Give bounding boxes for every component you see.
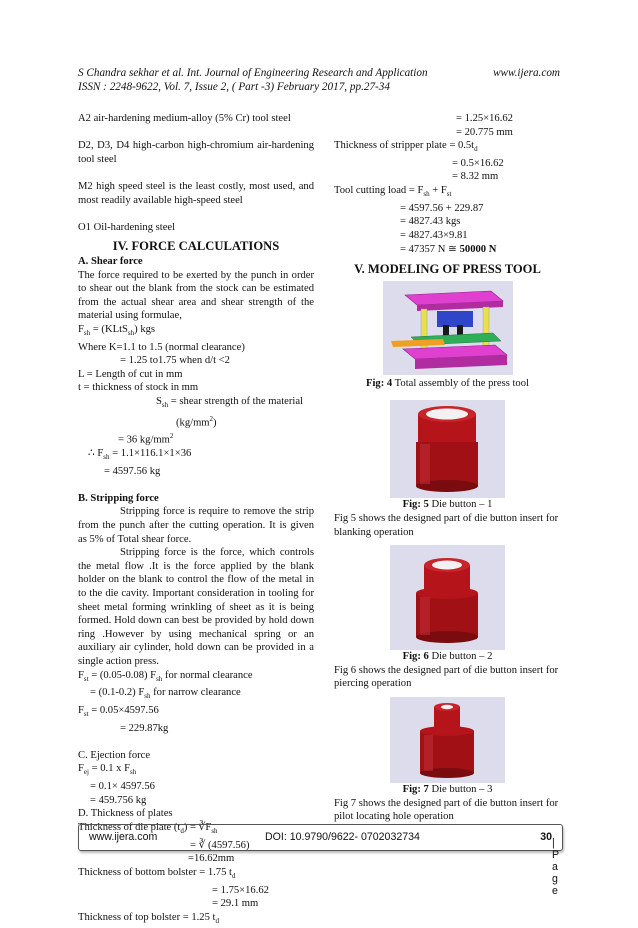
top-bolster-calc: = 1.25×16.62 [456, 113, 513, 124]
press-tool-assembly-image [383, 281, 513, 375]
stripper-plate-calc: = 0.5×16.62 [452, 157, 504, 169]
die-button-2-drawing [390, 545, 505, 650]
header-citation: S Chandra sekhar et al. Int. Journal of Engineering Research and Application [78, 67, 428, 79]
k-definition-2: = 1.25 to1.75 when d/t <2 [120, 355, 230, 367]
die-button-3-image [390, 697, 505, 783]
fst-formula-3: $F_{st} = 0.05\times 4597.56$ [78, 704, 159, 719]
stripping-force-heading: B. Stripping force [78, 492, 159, 504]
fej-formula-2: = 0.1× 4597.56 [90, 781, 155, 793]
footer-doi: DOI: 10.9790/9622- 0702032734 [265, 831, 420, 843]
fig7-caption: Fig: 7 Die button – 3 [402, 783, 493, 795]
fig6-caption: Fig: 6 Die button – 2 [402, 651, 493, 663]
die-plate-formula: Thickness of die plate $(t_d)$ = $∛F_{sh}$ [78, 821, 218, 836]
bottom-bolster-result: = 29.1 mm [212, 898, 259, 910]
f-result: = 4597.56 kg [104, 465, 161, 477]
section-v-heading: V. MODELING OF PRESS TOOL [354, 262, 541, 277]
fig7-description: Fig 7 shows the designed part of die button insert for pilot locating hole operation [334, 797, 559, 823]
tool-load-2: = 4827.43 kgs [400, 216, 461, 228]
bottom-bolster-formula: Thickness of bottom bolster = 1.75 $t_d$ [78, 866, 236, 880]
fst-formula-1: $F_{st} = (0.05-0.08)$ $F_{sh}$ for normal clearance [78, 669, 253, 683]
fig6-description: Fig 6 shows the designed part of die button insert for piercing operation [334, 664, 559, 690]
stripping-text-1: Stripping force is require to remove the strip from the punch after the cutting operation. It is given as 5% of Total shear force. [78, 506, 314, 545]
fst-formula-2: = (0.1-0.2) $F_{sh}$ for narrow clearance [90, 687, 241, 701]
footer-website[interactable]: www.ijera.com [89, 831, 158, 843]
ejection-force-heading: C. Ejection force [78, 749, 151, 761]
die-button-1-drawing [390, 400, 505, 498]
header-issn: ISSN : 2248-9622, Vol. 7, Issue 2, ( Part -3) February 2017, pp.27-34 [78, 81, 390, 93]
die-button-2-image [390, 545, 505, 650]
right-column [334, 112, 561, 824]
tool-load-3: = 4827.43×9.81 [400, 229, 468, 241]
stripper-plate-result: = 8.32 mm [452, 171, 499, 183]
die-plate-result: =16.62mm [188, 853, 235, 865]
top-bolster-result: = 20.775 mm [456, 126, 513, 138]
fej-formula-1: $F_{ej} = 0.1$ x $F_{sh}$ [78, 763, 137, 777]
top-bolster-formula: Thickness of top bolster = 1.25 $t_d$ [78, 911, 219, 925]
o1-steel: O1 Oil-hardening steel [78, 221, 176, 233]
bottom-bolster-calc: = 1.75×16.62 [212, 884, 269, 896]
shear-force-heading: A. Shear force [78, 255, 143, 267]
left-column [78, 112, 314, 928]
s-definition: $S_{sh}$ = shear strength of the material [156, 395, 303, 410]
tool-load-1: = 4597.56 + 229.87 [400, 202, 484, 214]
tool-load-formula: Tool cutting load = $F_{sh} + F_{st}$ [334, 185, 452, 199]
die-plate-calc: = ∛ (4597.56) [190, 839, 250, 851]
footer-page-number: 30 | P a g e [540, 831, 559, 897]
fej-formula-3: = 459.756 kg [90, 794, 147, 806]
k-definition: Where K=1.1 to 1.5 (normal clearance) [78, 341, 245, 353]
fst-formula-4: = 229.87kg [120, 722, 169, 734]
l-definition: L = Length of cut in mm [78, 368, 183, 380]
fig5-caption: Fig: 5 Die button – 1 [402, 499, 493, 511]
stripper-plate-formula: Thickness of stripper plate = $0.5t_d$ [334, 140, 478, 154]
stripping-text-2: Stripping force is the force, which controls the metal flow .It is the force applied by the blank holder on the blank to control the flow of the metal in to the die cavity. Important consideration in tooling for sheet metal forming wrinkling of sheet as it is being formed. Hold down can best be provided by hold down ring .However by using mechanical spring or an auxiliary air cylinder, hold down can be provided in a single action press. [78, 547, 314, 667]
press-tool-drawing [383, 281, 513, 375]
tool-load-4: = 47357 N ≅ 50000 N [400, 243, 497, 255]
shear-force-text: The force required to be exerted by the punch in order to shear out the blank from the stock can be estimated from the actual shear area and shear strength of the material using formulae, [78, 269, 314, 322]
fig4-caption: Fig: 4 Total assembly of the press tool [366, 377, 529, 389]
t-definition: t = thickness of stock in mm [78, 382, 199, 394]
s-unit: $(kg/mm^2)$ [176, 414, 217, 429]
m2-steel: M2 high speed steel is the least costly, most used, and most readily available high-speed steel [78, 180, 314, 206]
a2-steel: A2 air-hardening medium-alloy (5% Cr) tool steel [78, 113, 291, 124]
shear-formula: $F_{sh}$ = (KLtS$_{sh}$) kgs [78, 323, 156, 338]
die-button-1-image [390, 400, 505, 498]
section-iv-heading: IV. FORCE CALCULATIONS [112, 239, 280, 254]
running-header [78, 66, 560, 94]
f-calc: ∴ $F_{sh} = 1.1\times 116.1\times 1\times 36$ [88, 447, 192, 462]
header-website[interactable]: www.ijera.com [493, 67, 560, 79]
s-value: = 36 $kg/mm^2$ [118, 431, 174, 446]
d2-steel: D2, D3, D4 high-carbon high-chromium air-hardening tool steel [78, 140, 314, 165]
fig5-description: Fig 5 shows the designed part of die button insert for blanking operation [334, 512, 559, 538]
die-button-3-drawing [390, 697, 505, 783]
thickness-heading: D. Thickness of plates [78, 808, 173, 820]
